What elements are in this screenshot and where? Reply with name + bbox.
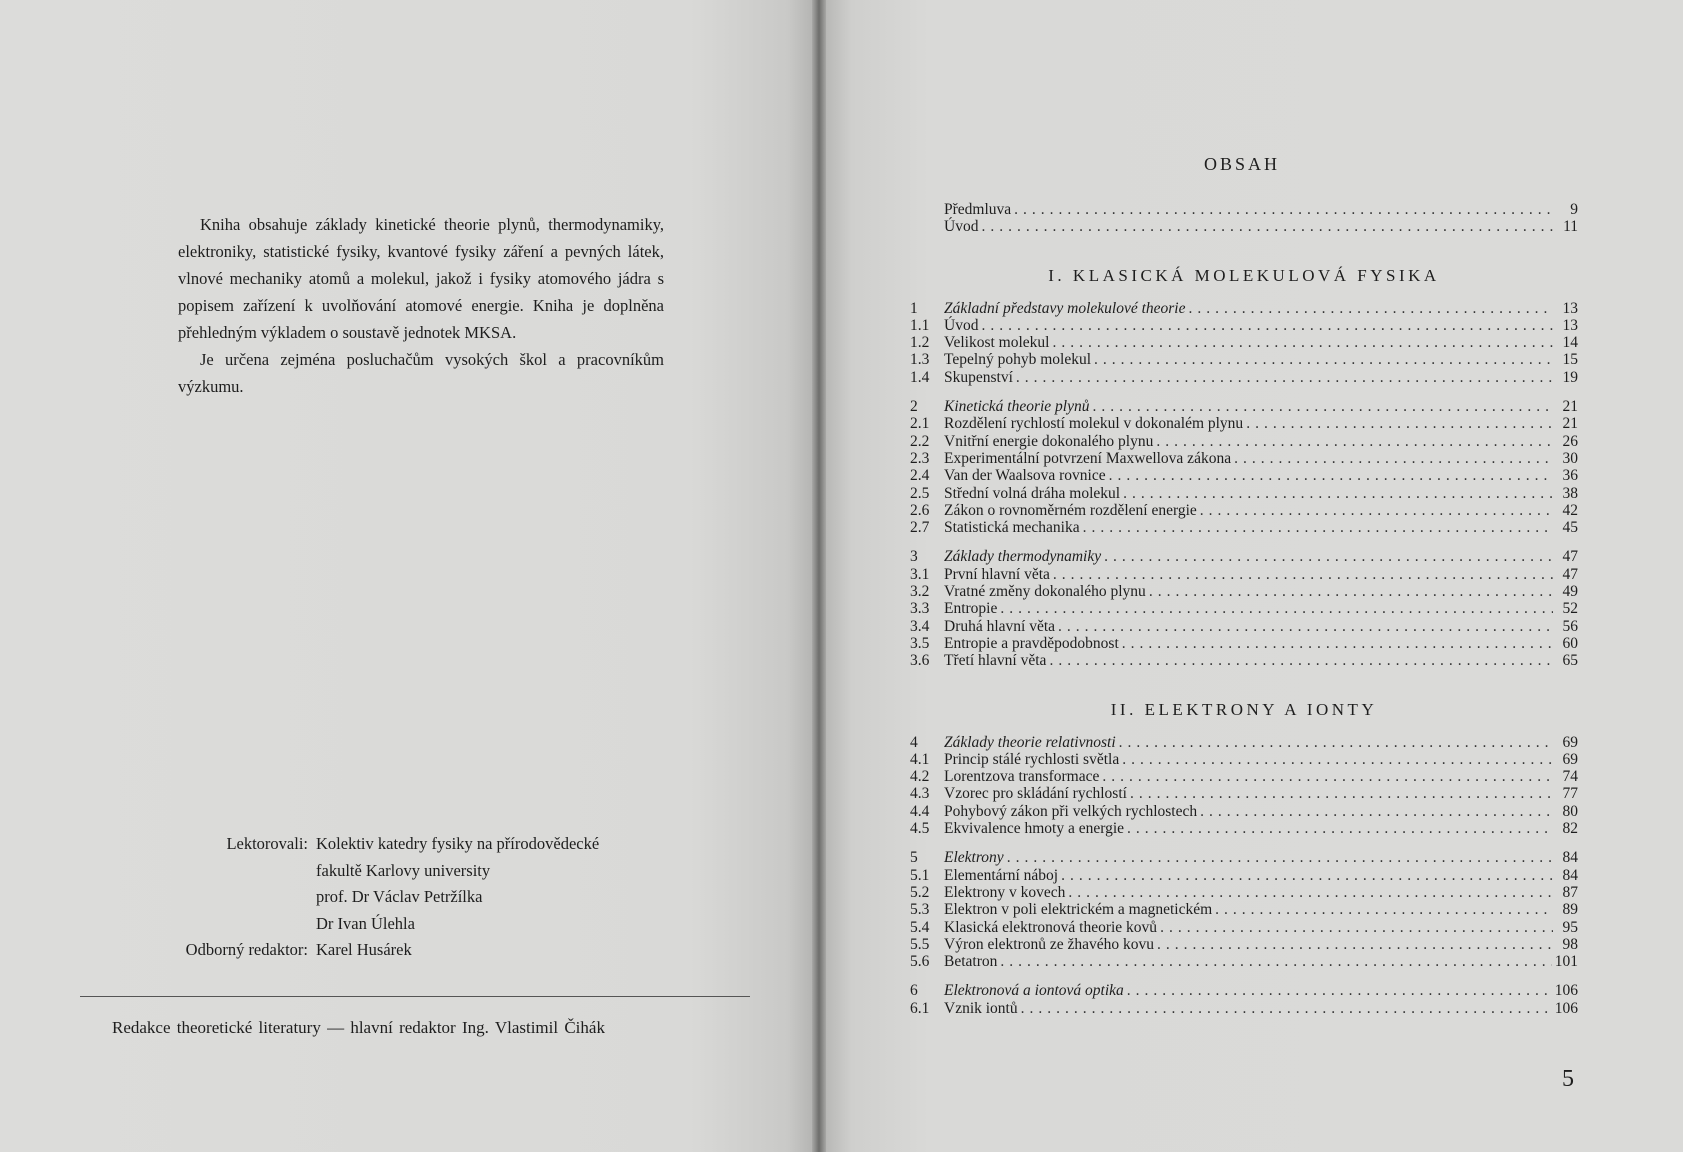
- left-page: [0, 0, 812, 1152]
- toc-entry: [910, 218, 1578, 235]
- toc-entry-number: 5.3: [910, 901, 930, 919]
- toc-entry: [910, 433, 1578, 450]
- dot-leader: [1102, 768, 1553, 785]
- toc-entry-label: Velikost molekul: [944, 334, 1050, 352]
- dot-leader: [1014, 201, 1553, 218]
- toc-entry-label: Entropie: [944, 600, 998, 618]
- dot-leader: [1123, 485, 1553, 502]
- credits: [140, 831, 599, 964]
- toc-entry-number: 5.2: [910, 883, 930, 901]
- toc-entry: [910, 1000, 1578, 1017]
- toc-entry-page: 84: [1562, 849, 1578, 867]
- toc-entry: [910, 803, 1578, 820]
- toc-entry: [910, 785, 1578, 802]
- toc-entry-number: 2.2: [910, 432, 930, 450]
- toc-entry-number: 3.4: [910, 617, 930, 635]
- toc-entry-label: Klasická elektronová theorie kovů: [944, 918, 1158, 936]
- toc-entry-number: 2.3: [910, 449, 930, 467]
- toc-entry-number: 3.5: [910, 634, 930, 652]
- toc-entry: [910, 317, 1578, 334]
- toc-entry-number: 2.6: [910, 501, 930, 519]
- toc-entry-page: 11: [1563, 218, 1578, 236]
- toc-entry-number: 1: [910, 299, 918, 317]
- toc-entry-label: Princip stálé rychlosti světla: [944, 750, 1120, 768]
- section-title: II. ELEKTRONY A IONTY: [1110, 699, 1378, 719]
- editor-name: Karel Husárek: [316, 940, 412, 959]
- description-paragraph: Kniha obsahuje základy kinetické theorie plynů, thermodynamiky, elektroniky, statistické fysiky, kvantové fysiky záření a pevných látek, vlnové mechaniky atomů a molekul, jakož i fysiky atomového jádra s popisem zařízení k uvolňování atomové energie. Kniha je doplněna přehledným výkladem o soustavě jednotek MKSA.: [178, 215, 664, 342]
- dot-leader: [1149, 583, 1553, 600]
- dot-leader: [1000, 953, 1551, 970]
- toc-entry: [910, 982, 1578, 999]
- toc-entry-label: Úvod: [944, 316, 979, 334]
- dot-leader: [1104, 548, 1553, 565]
- dot-leader: [1021, 1000, 1552, 1017]
- toc-entry-label: Pohybový zákon při velkých rychlostech: [944, 802, 1198, 820]
- toc-entry-number: 3.3: [910, 600, 930, 618]
- toc-entry-number: 1.4: [910, 368, 930, 386]
- toc-entry-label: Třetí hlavní věta: [944, 652, 1047, 670]
- toc-entry: [910, 953, 1578, 970]
- toc-entry-number: 3.2: [910, 583, 930, 601]
- dot-leader: [1188, 300, 1553, 317]
- dot-leader: [1052, 334, 1553, 351]
- toc-entry-number: 4: [910, 733, 918, 751]
- reviewer: fakultě Karlovy university: [316, 860, 491, 880]
- toc-entry: [910, 849, 1578, 866]
- toc-entry-label: Elektronová a iontová optika: [944, 982, 1124, 1000]
- dot-leader: [1109, 467, 1553, 484]
- dot-leader: [1000, 600, 1553, 617]
- toc-entry: [910, 300, 1578, 317]
- toc-entry-number: 3: [910, 548, 918, 566]
- toc-entry-label: Zákon o rovnoměrném rozdělení energie: [944, 501, 1197, 519]
- toc-entry-label: Elementární náboj: [944, 866, 1059, 884]
- toc-entry: [910, 884, 1578, 901]
- toc-entry-page: 87: [1562, 883, 1578, 901]
- toc-entry-page: 9: [1570, 201, 1578, 218]
- toc-entry-label: Vnitřní energie dokonalého plynu: [944, 432, 1154, 450]
- toc-entry-page: 38: [1562, 484, 1578, 502]
- toc-entry: [910, 450, 1578, 467]
- toc-entry: [910, 398, 1578, 415]
- dot-leader: [1122, 751, 1553, 768]
- toc-entry-label: Entropie a pravděpodobnost: [944, 634, 1119, 652]
- toc-entry-page: 74: [1562, 768, 1578, 786]
- toc-entry-label: Skupenství: [944, 368, 1013, 386]
- toc-entry-label: Van der Waalsova rovnice: [944, 467, 1106, 485]
- toc-title: OBSAH: [1204, 154, 1281, 174]
- description-paragraph: Je určena zejména posluchačům vysokých škol a pracovníkům výzkumu.: [178, 350, 664, 396]
- divider-line: [80, 996, 750, 997]
- toc-entry-page: 42: [1562, 501, 1578, 519]
- dot-leader: [1234, 450, 1553, 467]
- toc-entry-page: 80: [1562, 802, 1578, 820]
- toc-entry-number: 2.4: [910, 467, 930, 485]
- reviewers-row: [140, 831, 599, 937]
- dot-leader: [1016, 369, 1553, 386]
- toc-entry-number: 1.1: [910, 316, 930, 334]
- toc-entry-number: 3.6: [910, 652, 930, 670]
- toc-entry-label: Vratné změny dokonalého plynu: [944, 583, 1146, 601]
- toc-entry-label: Vznik iontů: [944, 999, 1018, 1017]
- toc-entry-page: 45: [1562, 519, 1578, 537]
- toc-entry: [910, 519, 1578, 536]
- toc-entry-page: 95: [1562, 918, 1578, 936]
- dot-leader: [1119, 734, 1553, 751]
- dot-leader: [1160, 919, 1553, 936]
- page-number: 5: [1562, 1066, 1574, 1092]
- toc-entry: [910, 201, 1578, 218]
- toc-entry-page: 65: [1562, 652, 1578, 670]
- reviewer: Kolektiv katedry fysiky na přírodovědecké: [316, 834, 600, 853]
- book-description: [178, 211, 664, 400]
- toc-entry-label: Výron elektronů ze žhavého kovu: [944, 935, 1155, 953]
- toc-entry-number: 5.4: [910, 918, 930, 936]
- editor-label: Odborný redaktor:: [185, 940, 308, 959]
- toc-entry-page: 21: [1562, 415, 1578, 433]
- toc-entry-page: 60: [1562, 634, 1578, 652]
- toc-entry-label: Betatron: [944, 953, 998, 971]
- toc-entry: [910, 919, 1578, 936]
- toc-entry-page: 101: [1554, 953, 1578, 971]
- toc-entry: [910, 600, 1578, 617]
- toc-entry: [910, 467, 1578, 484]
- toc-entry-label: Elektrony: [944, 849, 1004, 867]
- toc-entry-label: První hlavní věta: [944, 565, 1050, 583]
- toc-entry: [910, 820, 1578, 837]
- toc-entry: [910, 901, 1578, 918]
- toc-entry-number: 2.7: [910, 519, 930, 537]
- toc-entry-label: Tepelný pohyb molekul: [944, 351, 1092, 369]
- dot-leader: [1200, 502, 1553, 519]
- toc-entry-page: 89: [1562, 901, 1578, 919]
- toc-entry-number: 5.1: [910, 866, 930, 884]
- dot-leader: [1246, 415, 1553, 432]
- dot-leader: [981, 218, 1553, 235]
- toc-entry-number: 6.1: [910, 999, 930, 1017]
- toc-entry: [910, 936, 1578, 953]
- toc-entry-number: 2: [910, 398, 918, 416]
- toc-entry: [910, 485, 1578, 502]
- toc-entry-number: 1.2: [910, 334, 930, 352]
- editorial-line: Redakce theoretické literatury — hlavní redaktor Ing. Vlastimil Čihák: [112, 1018, 605, 1037]
- toc-entry-label: Elektron v poli elektrickém a magnetickém: [944, 901, 1213, 919]
- dot-leader: [1061, 867, 1553, 884]
- dot-leader: [1122, 635, 1553, 652]
- dot-leader: [1049, 652, 1553, 669]
- toc-entry-number: 4.4: [910, 802, 930, 820]
- toc-entry-page: 77: [1562, 785, 1578, 803]
- toc-entry-label: Experimentální potvrzení Maxwellova zákona: [944, 449, 1232, 467]
- toc-entry-label: Základy theorie relativnosti: [944, 733, 1116, 751]
- toc-entry-number: 5: [910, 849, 918, 867]
- reviewer: Dr Ivan Úlehla: [316, 913, 415, 933]
- toc-entry: [910, 502, 1578, 519]
- dot-leader: [1200, 803, 1553, 820]
- toc-entry-page: 30: [1562, 449, 1578, 467]
- toc-entry-page: 19: [1562, 368, 1578, 386]
- dot-leader: [1156, 433, 1553, 450]
- toc-entry-label: Druhá hlavní věta: [944, 617, 1056, 635]
- toc-entry-number: 4.5: [910, 820, 930, 838]
- toc-entry-number: 4.1: [910, 750, 930, 768]
- dot-leader: [1083, 519, 1553, 536]
- toc-entry-label: Statistická mechanika: [944, 519, 1080, 537]
- toc-entry: [910, 415, 1578, 432]
- toc-entry-number: 4.3: [910, 785, 930, 803]
- toc-entry-number: 5.5: [910, 935, 930, 953]
- reviewers-list: [316, 831, 599, 937]
- toc-entry-page: 47: [1562, 548, 1578, 566]
- toc-entry-number: 2.5: [910, 484, 930, 502]
- toc-entry-page: 82: [1562, 820, 1578, 838]
- dot-leader: [1058, 618, 1553, 635]
- toc-entry-page: 14: [1562, 334, 1578, 352]
- toc-entry-label: Předmluva: [944, 201, 1012, 218]
- toc-entry-page: 106: [1554, 982, 1578, 1000]
- toc-entry-page: 84: [1562, 866, 1578, 884]
- editor-row: [140, 937, 599, 964]
- toc-entry: [910, 751, 1578, 768]
- dot-leader: [1127, 820, 1553, 837]
- toc-entry: [910, 867, 1578, 884]
- toc-entry-page: 49: [1562, 583, 1578, 601]
- toc-entry-label: Kinetická theorie plynů: [944, 398, 1090, 416]
- toc-entry-page: 15: [1562, 351, 1578, 369]
- dot-leader: [1215, 901, 1553, 918]
- toc-entry-page: 21: [1562, 398, 1578, 416]
- dot-leader: [1093, 398, 1554, 415]
- toc-entry-page: 106: [1554, 999, 1578, 1017]
- toc-entry-label: Základní představy molekulové theorie: [944, 299, 1186, 317]
- section-title: I. KLASICKÁ MOLEKULOVÁ FYSIKA: [1048, 265, 1440, 285]
- reviewers-label: Lektorovali:: [226, 834, 308, 853]
- dot-leader: [1007, 849, 1553, 866]
- reviewer: prof. Dr Václav Petržílka: [316, 887, 483, 906]
- toc-entry: [910, 635, 1578, 652]
- toc-entry-label: Základy thermodynamiky: [944, 548, 1102, 566]
- toc-entry: [910, 334, 1578, 351]
- toc-entry-page: 26: [1562, 432, 1578, 450]
- table-of-contents: [910, 201, 1578, 1017]
- dot-leader: [1094, 351, 1553, 368]
- dot-leader: [1068, 884, 1553, 901]
- toc-entry-page: 98: [1562, 935, 1578, 953]
- dot-leader: [1157, 936, 1553, 953]
- toc-entry-label: Střední volná dráha molekul: [944, 484, 1121, 502]
- toc-entry: [910, 369, 1578, 386]
- toc-entry-page: 56: [1562, 617, 1578, 635]
- dot-leader: [1053, 566, 1553, 583]
- toc-entry: [910, 583, 1578, 600]
- toc-entry-number: 5.6: [910, 953, 930, 971]
- toc-entry-number: 6: [910, 982, 918, 1000]
- toc-entry-number: 1.3: [910, 351, 930, 369]
- toc-entry-page: 36: [1562, 467, 1578, 485]
- dot-leader: [1130, 785, 1553, 802]
- toc-entry-label: Vzorec pro skládání rychlostí: [944, 785, 1127, 803]
- toc-entry-page: 13: [1562, 299, 1578, 317]
- toc-entry: [910, 652, 1578, 669]
- toc-entry-page: 52: [1562, 600, 1578, 618]
- dot-leader: [981, 317, 1553, 334]
- toc-entry-label: Ekvivalence hmoty a energie: [944, 820, 1125, 838]
- toc-entry-label: Úvod: [944, 218, 979, 236]
- book-gutter: [812, 0, 826, 1152]
- toc-entry-page: 47: [1562, 565, 1578, 583]
- dot-leader: [1127, 982, 1552, 999]
- toc-entry-page: 13: [1562, 316, 1578, 334]
- toc-entry: [910, 618, 1578, 635]
- toc-entry-number: 4.2: [910, 768, 930, 786]
- toc-entry: [910, 768, 1578, 785]
- toc-entry-label: Rozdělení rychlostí molekul v dokonalém plynu: [944, 415, 1244, 433]
- toc-entry: [910, 548, 1578, 565]
- toc-entry-label: Lorentzova transformace: [944, 768, 1100, 786]
- toc-entry-number: 3.1: [910, 565, 930, 583]
- toc-entry-page: 69: [1562, 750, 1578, 768]
- toc-entry: [910, 734, 1578, 751]
- toc-entry-number: 2.1: [910, 415, 930, 433]
- toc-entry: [910, 351, 1578, 368]
- toc-entry-label: Elektrony v kovech: [944, 883, 1066, 901]
- toc-entry: [910, 566, 1578, 583]
- toc-entry-page: 69: [1562, 733, 1578, 751]
